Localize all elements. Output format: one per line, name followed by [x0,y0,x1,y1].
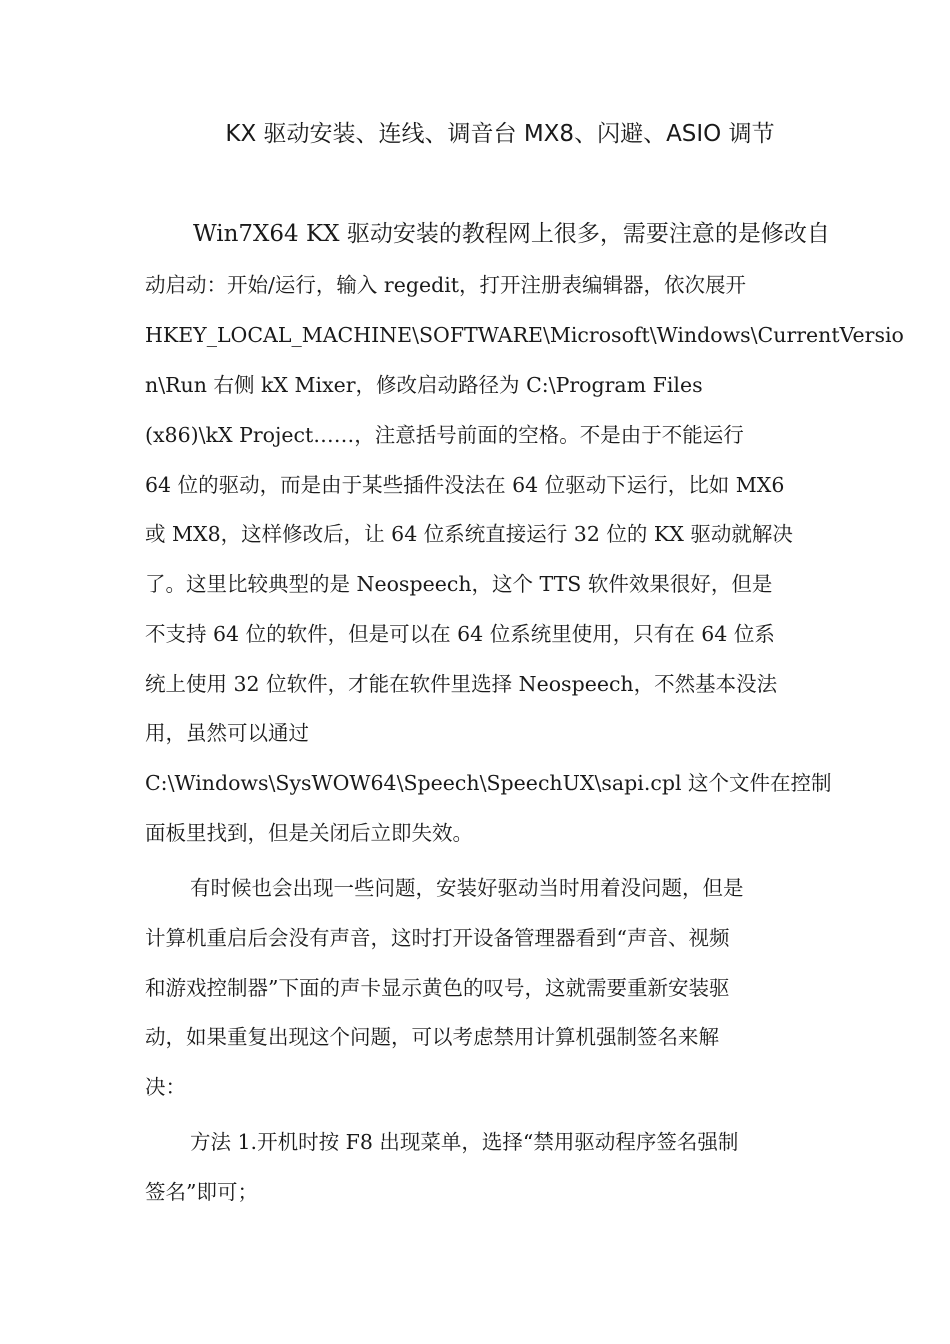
paragraph-1-line-7: 或 MX8，这样修改后，让 64 位系统直接运行 32 位的 KX 驱动就解决 [145,522,793,546]
paragraph-3-line-1: 方法 1.开机时按 F8 出现菜单，选择“禁用驱动程序签名强制 [190,1130,739,1154]
paragraph-2-line-3: 和游戏控制器”下面的声卡显示黄色的叹号，这就需要重新安装驱 [145,976,730,1000]
paragraph-1-line-12: C:\Windows\SysWOW64\Speech\SpeechUX\sapi.cpl 这个文件在控制 [145,771,832,795]
paragraph-1-line-3: HKEY_LOCAL_MACHINE\SOFTWARE\Microsoft\Windows\CurrentVersio [145,323,904,347]
paragraph-2-line-5: 决： [145,1075,186,1099]
paragraph-1-line-13: 面板里找到，但是关闭后立即失效。 [145,821,473,845]
paragraph-1-line-9: 不支持 64 位的软件，但是可以在 64 位系统里使用，只有在 64 位系 [145,622,775,646]
paragraph-2-line-2: 计算机重启后会没有声音，这时打开设备管理器看到“声音、视频 [145,926,730,950]
paragraph-1-line-8: 了。这里比较典型的是 Neospeech，这个 TTS 软件效果很好，但是 [145,572,773,596]
paragraph-1-line-11: 用，虽然可以通过 [145,721,309,745]
paragraph-1-line-2: 动启动：开始/运行，输入 regedit，打开注册表编辑器，依次展开 [145,273,747,297]
paragraph-1-line-5: (x86)\kX Project……，注意括号前面的空格。不是由于不能运行 [145,423,744,447]
paragraph-1-line-1: Win7X64 KX 驱动安装的教程网上很多，需要注意的是修改自 [193,221,830,247]
document-title: KX 驱动安装、连线、调音台 MX8、闪避、ASIO 调节 [225,121,775,147]
paragraph-2-line-1: 有时候也会出现一些问题，安装好驱动当时用着没问题，但是 [190,876,744,900]
paragraph-1-line-6: 64 位的驱动，而是由于某些插件没法在 64 位驱动下运行，比如 MX6 [145,473,785,497]
paragraph-2-line-4: 动，如果重复出现这个问题，可以考虑禁用计算机强制签名来解 [145,1025,719,1049]
paragraph-1-line-10: 统上使用 32 位软件，才能在软件里选择 Neospeech，不然基本没法 [145,672,778,696]
paragraph-3-line-2: 签名”即可； [145,1180,258,1204]
paragraph-1-line-4: n\Run 右侧 kX Mixer，修改启动路径为 C:\Program Files [145,373,703,397]
